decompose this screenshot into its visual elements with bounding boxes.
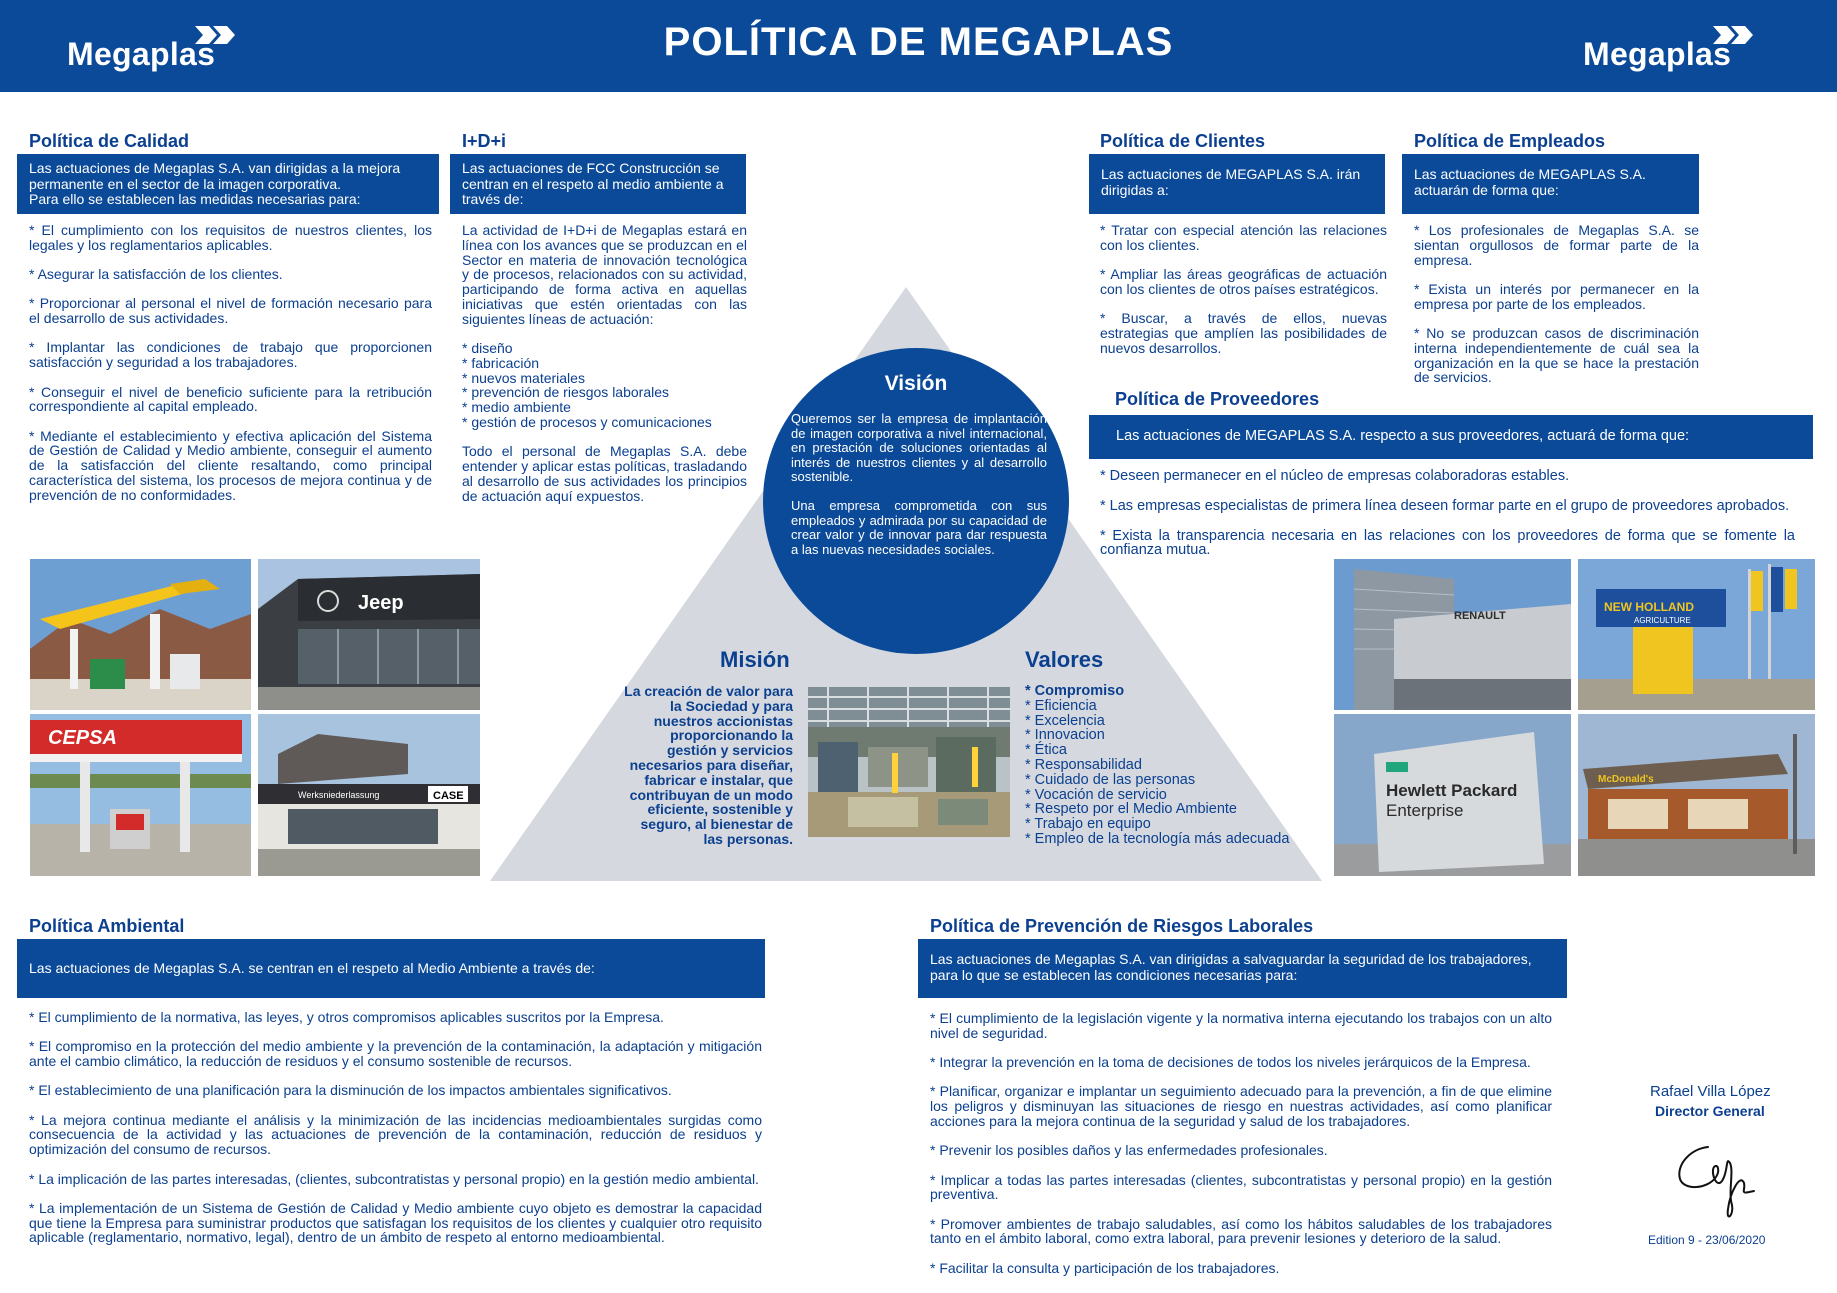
gas-station-photo: [30, 559, 251, 710]
renault-building-photo: [1334, 559, 1571, 710]
newholland-sign: NEW HOLLAND: [1604, 600, 1694, 614]
handwritten-signature: [1668, 1133, 1764, 1225]
idi-line: * medio ambiente: [462, 399, 571, 416]
ambiental-intro-box: Las actuaciones de Megaplas S.A. se centran en el respeto al Medio Ambiente a través de:: [17, 939, 765, 998]
idi-line: * nuevos materiales: [462, 369, 585, 386]
idi-lines: [462, 341, 747, 430]
idi-line: * gestión de procesos y comunicaciones: [462, 414, 712, 431]
prevencion-list: [930, 1011, 1552, 1276]
idi-line: * prevención de riesgos laborales: [462, 384, 670, 401]
logo-right: [1583, 24, 1793, 74]
clientes-item: * Ampliar las áreas geográficas de actuación con los clientes de otros países estratégicos.: [1100, 266, 1387, 297]
ambiental-item: * El establecimiento de una planificación para la disminución de los impactos ambientales significativos.: [29, 1082, 672, 1099]
idi-title: I+D+i: [462, 131, 507, 151]
vision-paragraph: Queremos ser la empresa de implantación de imagen corporativa a nivel internacional, en prestación de soluciones orientadas al interés de nuestros clientes y al desarrollo sostenible.: [791, 411, 1047, 485]
case-dealer-photo: [258, 714, 480, 876]
prevencion-intro-box: Las actuaciones de Megaplas S.A. van dirigidas a salvaguardar la seguridad de los trabajadores, para lo que se establecen las condiciones necesarias para:: [918, 939, 1567, 998]
ambiental-list: [29, 1010, 762, 1245]
proveedores-list: [1100, 469, 1795, 558]
idi-paragraph: Todo el personal de Megaplas S.A. debe entender y aplicar estas políticas, trasladando al desarrollo de sus actividades los principios de actuación aquí expuestos.: [462, 443, 747, 504]
mcdonalds-photo: [1578, 714, 1815, 876]
renault-sign: RENAULT: [1454, 610, 1506, 622]
signatory-role: Director General: [1655, 1103, 1765, 1119]
vision-title: Visión: [884, 372, 948, 395]
empleados-list: [1414, 223, 1699, 385]
calidad-intro-box: Las actuaciones de Megaplas S.A. van dirigidas a la mejora permanente en el sector de la imagen corporativa. Para ello se establecen las medidas necesarias para:: [17, 154, 439, 214]
mcdonalds-sign: McDonald's: [1598, 774, 1654, 785]
factory-photo: [808, 687, 1010, 837]
prevencion-item: * Promover ambientes de trabajo saludables, así como los hábitos saludables de los trabajadores tanto en el ámbito laboral, como extra laboral, para prevenir lesiones y deterioro de la salud.: [930, 1215, 1552, 1247]
valores-item: * Empleo de la tecnología más adecuada: [1025, 830, 1290, 847]
empleados-item: * Exista un interés por permanecer en la empresa por parte de los empleados.: [1414, 280, 1699, 312]
idi-intro-box: Las actuaciones de FCC Construcción se centran en el respeto al medio ambiente a través de:: [450, 154, 746, 214]
empleados-title: Política de Empleados: [1414, 131, 1606, 151]
empleados-item: * No se produzcan casos de discriminación interna independientemente de cuál sea la organización en la que se hace la prestación de servicios.: [1414, 324, 1699, 386]
idi-line: * fabricación: [462, 354, 540, 371]
ambiental-item: * El cumplimiento de la normativa, las leyes, y otros compromisos aplicables suscritos por la Empresa.: [29, 1009, 664, 1025]
cepsa-sign: CEPSA: [48, 727, 117, 749]
signatory-name: Rafael Villa López: [1650, 1083, 1771, 1100]
idi-body: [462, 223, 747, 504]
proveedores-item: * Las empresas especialistas de primera línea deseen formar parte en el grupo de proveedores aprobados.: [1100, 497, 1790, 514]
ambiental-item: * La implicación de las partes interesadas, (clientes, subcontratistas y personal propio) en la gestión medio ambiental.: [29, 1170, 759, 1187]
valores-item: * Cuidado de las personas: [1025, 771, 1196, 788]
idi-line: * diseño: [462, 340, 513, 357]
header-bar: [0, 0, 1837, 92]
proveedores-title: Política de Proveedores: [1115, 389, 1320, 409]
hp-sub: Enterprise: [1386, 801, 1464, 820]
calidad-item: * Mediante el establecimiento y efectiva aplicación del Sistema de Gestión de Calidad y Medio ambiente, conseguir el aumento de la satisfacción del cliente resaltando, como principal característica del sistema, los procesos de mejora continua y de prevención de no conformidades.: [29, 427, 432, 503]
prevencion-item: * Prevenir los posibles daños y las enfermedades profesionales.: [930, 1142, 1328, 1159]
logo-left-text: Megaplas: [67, 36, 216, 72]
proveedores-intro-box: Las actuaciones de MEGAPLAS S.A. respecto a sus proveedores, actuará de forma que:: [1089, 415, 1813, 459]
proveedores-item: * Exista la transparencia necesaria en las relaciones con los proveedores de forma que se fomente la confianza mutua.: [1100, 527, 1795, 559]
prevencion-item: * El cumplimiento de la legislación vigente y la normativa interna ejecutando los trabajos con un alto nivel de seguridad.: [930, 1010, 1552, 1041]
prevencion-title: Política de Prevención de Riesgos Laborales: [930, 916, 1314, 936]
prevencion-item: * Facilitar la consulta y participación de los trabajadores.: [930, 1259, 1280, 1276]
clientes-title: Política de Clientes: [1100, 131, 1266, 151]
newholland-photo: [1578, 559, 1815, 710]
calidad-item: * Implantar las condiciones de trabajo que proporcionen satisfacción y seguridad a los trabajadores.: [29, 339, 432, 371]
clientes-item: * Buscar, a través de ellos, nuevas estrategias que amplíen las posibilidades de nuevos desarrollos.: [1100, 310, 1387, 356]
ambiental-item: * La implementación de un Sistema de Gestión de Calidad y Medio ambiente cuyo objeto es demostrar la capacidad que tiene la Empresa para suministrar productos que satisfagan los requisitos de los clientes y cualquier otro requisito aplicable (reglamentario, normativo, legal), dentro de un ámbito de respeto al entorno medioambiental.: [29, 1199, 762, 1246]
ambiental-item: * La mejora continua mediante el análisis y la minimización de las incidencias medioambientales surgidas como consecuencia de la actividad y las actuaciones de prevención de la contaminación, reducción de residuos y optimización del consumo de recursos.: [29, 1111, 762, 1158]
prevencion-item: * Integrar la prevención en la toma de decisiones de todos los niveles jerárquicos de la Empresa.: [930, 1054, 1531, 1071]
valores-item: * Responsabilidad: [1025, 756, 1142, 773]
valores-list: [1025, 684, 1289, 847]
jeep-sign: Jeep: [358, 592, 404, 614]
valores-item: * Excelencia: [1025, 712, 1105, 729]
valores-item: * Ética: [1025, 742, 1067, 759]
calidad-item: * El cumplimiento con los requisitos de nuestros clientes, los legales y los reglamentarios aplicables.: [29, 222, 432, 253]
page-title: POLÍTICA DE MEGAPLAS: [663, 20, 1174, 64]
clientes-list: [1100, 223, 1387, 356]
valores-item: * Trabajo en equipo: [1025, 816, 1151, 833]
valores-title: Valores: [1025, 647, 1104, 672]
valores-item: * Respeto por el Medio Ambiente: [1025, 801, 1237, 818]
valores-item: * Innovacion: [1025, 727, 1105, 744]
idi-paragraph: La actividad de I+D+i de Megaplas estará en línea con los avances que se produzcan en el Sector en materia de innovación tecnológica y de procesos, relacionados con su actividad, participando de forma activa en aquellas iniciativas que estén orientadas con las siguientes líneas de actuación:: [462, 222, 747, 327]
empleados-item: * Los profesionales de Megaplas S.A. se sientan orgullosos de formar parte de la empresa.: [1414, 222, 1699, 268]
case-sign: Werksniederlassung: [298, 790, 380, 800]
proveedores-item: * Deseen permanecer en el núcleo de empresas colaboradoras estables.: [1100, 468, 1570, 484]
logo-right-text: Megaplas: [1583, 36, 1732, 72]
prevencion-item: * Planificar, organizar e implantar un seguimiento adecuado para la prevención, a fin de que elimine los peligros y disminuyan las situaciones de riesgo en nuestras actividades, así como planificar acciones para la mejora continua de la seguridad y salud de los trabajadores.: [930, 1083, 1552, 1129]
hp-sign-photo: [1334, 714, 1571, 876]
mision-text: La creación de valor para la Sociedad y para nuestros accionistas proporcionando la gestión y servicios necesarios para diseñar, fabricar e instalar, que contribuyan de un modo eficiente, sostenible y seguro, al bienestar de las personas.: [624, 683, 793, 847]
prevencion-item: * Implicar a todas las partes interesadas (clientes, subcontratistas y personal propio) en la gestión preventiva.: [930, 1171, 1552, 1203]
ambiental-title: Política Ambiental: [29, 916, 185, 936]
clientes-item: * Tratar con especial atención las relaciones con los clientes.: [1100, 222, 1387, 253]
vision-text: [791, 412, 1047, 571]
vision-paragraph: Una empresa comprometida con sus empleados y admirada por su capacidad de crear valor y de innovar para dar respuesta a las nuevas necesidades sociales.: [791, 497, 1047, 557]
ambiental-item: * El compromiso en la protección del medio ambiente y la prevención de la contaminación, la adaptación y mitigación ante el cambio climático, la reducción de residuos y el consumo sostenible de recursos.: [29, 1038, 762, 1070]
empleados-intro-box: Las actuaciones de MEGAPLAS S.A. actuarán de forma que:: [1402, 154, 1699, 214]
calidad-list: [29, 223, 432, 503]
edition-label: Edition 9 - 23/06/2020: [1648, 1233, 1766, 1247]
valores-item: * Eficiencia: [1025, 697, 1097, 714]
calidad-item: * Proporcionar al personal el nivel de formación necesario para el desarrollo de sus actividades.: [29, 295, 432, 327]
calidad-item: * Asegurar la satisfacción de los clientes.: [29, 266, 283, 283]
valores-item: * Compromiso: [1025, 683, 1125, 699]
hp-sign: Hewlett Packard: [1386, 781, 1518, 800]
clientes-intro-box: Las actuaciones de MEGAPLAS S.A. irán dirigidas a:: [1089, 154, 1385, 214]
cepsa-station-photo: [30, 714, 251, 876]
jeep-dealer-photo: [258, 559, 480, 710]
mision-title: Misión: [720, 647, 790, 672]
calidad-item: * Conseguir el nivel de beneficio suficiente para la retribución correspondiente al capital empleado.: [29, 383, 432, 415]
newholland-sub: AGRICULTURE: [1634, 616, 1691, 625]
valores-item: * Vocación de servicio: [1025, 786, 1167, 803]
vision-circle: [763, 348, 1069, 654]
calidad-title: Política de Calidad: [29, 131, 190, 151]
case-brand: CASE: [433, 790, 464, 802]
